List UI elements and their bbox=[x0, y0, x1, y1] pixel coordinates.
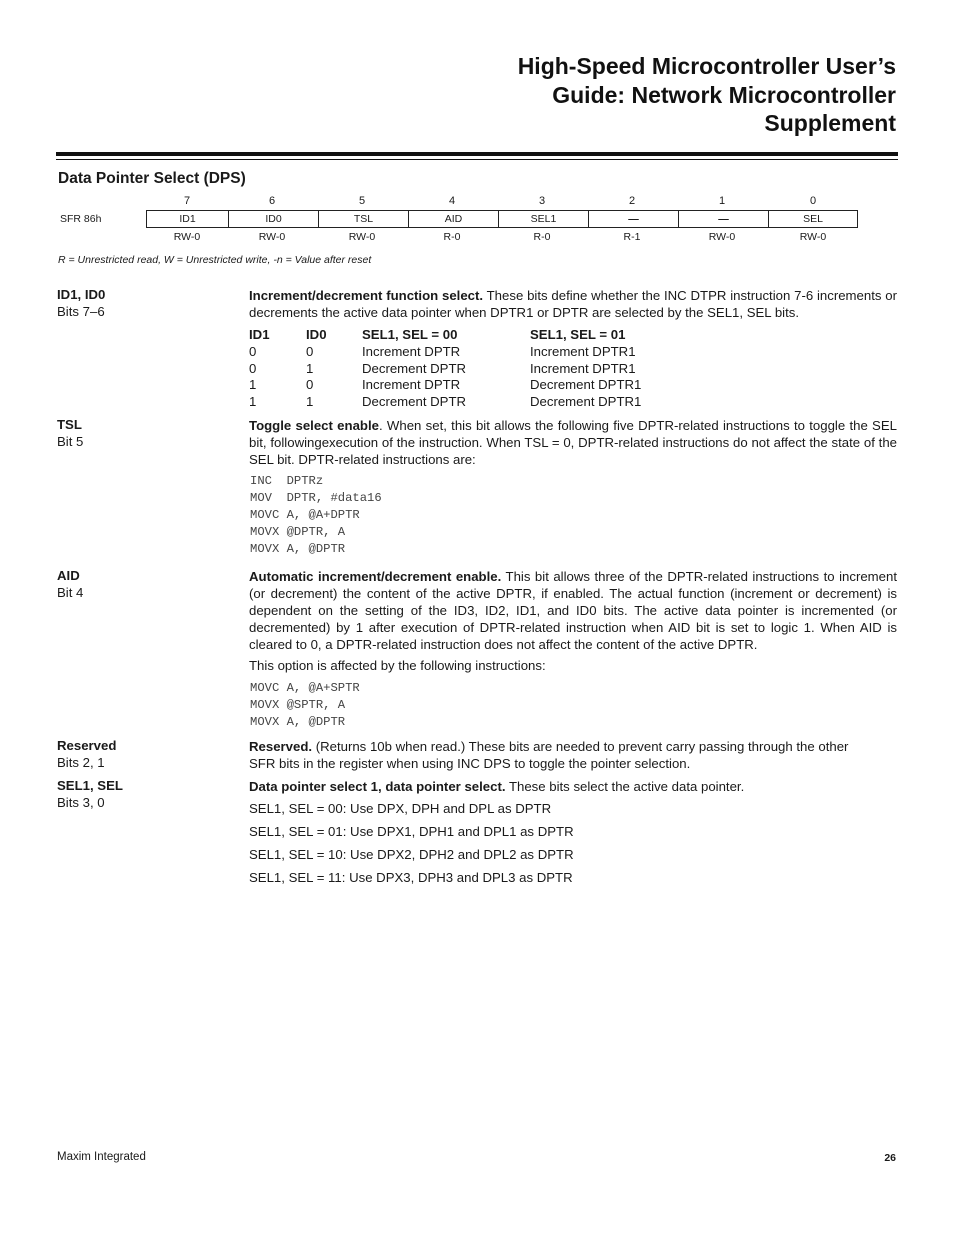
bit-field-aid: AID bbox=[409, 211, 499, 227]
sel-option: SEL1, SEL = 11: Use DPX3, DPH3 and DPL3 as DPTR bbox=[249, 870, 573, 885]
title-line-2: Guide: Network Microcontroller bbox=[552, 81, 896, 108]
field-name-id: ID1, ID0 bbox=[57, 287, 106, 302]
field-text-tsl: . When set, this bit allows the following five DPTR-related instructions to toggle the SEL bit, followingexecution of the instruction. When TSL = 0, DPTR-related instructions do not affect the state of the SEL bit. DPTR-related instructions are: bbox=[249, 418, 897, 467]
code-line: MOVX A, @DPTR bbox=[250, 542, 346, 556]
reset-value: R-0 bbox=[533, 231, 551, 243]
table-cell: 1 bbox=[249, 377, 257, 392]
field-bits-aid: Bit 4 bbox=[57, 585, 84, 600]
reset-value: RW-0 bbox=[348, 231, 376, 243]
bit-field-tsl: TSL bbox=[319, 211, 409, 227]
bit-number: 7 bbox=[183, 195, 191, 207]
table-cell: Increment DPTR bbox=[362, 377, 461, 392]
bit-number: 6 bbox=[268, 195, 276, 207]
header-rule-thick bbox=[56, 152, 898, 156]
sel-option: SEL1, SEL = 01: Use DPX1, DPH1 and DPL1 as DPTR bbox=[249, 824, 574, 839]
table-header: ID0 bbox=[306, 327, 327, 342]
bit-field-reserved: — bbox=[589, 211, 679, 227]
field-description-aid bbox=[249, 568, 897, 653]
code-line: MOVX @DPTR, A bbox=[250, 525, 346, 539]
field-bits-id: Bits 7–6 bbox=[57, 304, 105, 319]
bit-field-sel: SEL bbox=[803, 213, 823, 225]
field-name-sel: SEL1, SEL bbox=[57, 778, 123, 793]
register-legend: R = Unrestricted read, W = Unrestricted write, -n = Value after reset bbox=[58, 254, 372, 266]
sel-option: SEL1, SEL = 10: Use DPX2, DPH2 and DPL2 as DPTR bbox=[249, 847, 574, 862]
document-title bbox=[336, 52, 896, 138]
table-cell: 1 bbox=[249, 394, 257, 409]
footer-company: Maxim Integrated bbox=[57, 1151, 146, 1163]
reset-value: R-0 bbox=[443, 231, 461, 243]
table-cell: 0 bbox=[306, 344, 314, 359]
table-header: SEL1, SEL = 01 bbox=[530, 327, 626, 342]
field-text-aid: This bit allows three of the DPTR-related instructions to increment (or decrement) the content of the active DPTR, if enabled. The actual function (increment or decrement) is dependent on the setting of the ID3, ID2, ID1, and ID0 bits. The active data pointer is incremented (or decremented) by 1 after execution of DPTR-related instruction when AID bit is set to logic 1. When AID is cleared to 0, a DPTR-related instruction does not affect the content of the active DPTR. bbox=[249, 569, 897, 652]
reset-value: RW-0 bbox=[258, 231, 286, 243]
title-line-1: High-Speed Microcontroller User’s bbox=[517, 53, 896, 79]
bit-number: 3 bbox=[538, 195, 546, 207]
field-name-aid: AID bbox=[57, 568, 80, 583]
code-line: MOVC A, @A+SPTR bbox=[250, 681, 360, 695]
table-cell: Increment DPTR1 bbox=[530, 344, 636, 359]
bit-number: 5 bbox=[358, 195, 366, 207]
page-number: 26 bbox=[884, 1152, 896, 1164]
table-cell: Decrement DPTR bbox=[362, 361, 467, 376]
code-line: INC DPTRz bbox=[250, 474, 324, 488]
bit-number: 2 bbox=[628, 195, 636, 207]
code-line: MOVX A, @DPTR bbox=[250, 715, 346, 729]
table-cell: Decrement DPTR1 bbox=[530, 394, 642, 409]
bit-field-id0: ID0 bbox=[229, 211, 319, 227]
bit-number: 0 bbox=[809, 195, 817, 207]
field-name-reserved: Reserved bbox=[57, 738, 117, 753]
sel-option: SEL1, SEL = 00: Use DPX, DPH and DPL as DPTR bbox=[249, 801, 552, 816]
table-cell: Decrement DPTR bbox=[362, 394, 467, 409]
field-lead-tsl: Toggle select enable bbox=[249, 418, 379, 433]
title-line-3: Supplement bbox=[764, 110, 896, 136]
field-text-id: These bits define whether the INC DTPR instruction 7-6 increments or decrements the active data pointer when DPTR1 or DPTR are selected by the SEL1, SEL bits. bbox=[249, 288, 897, 320]
table-cell: 1 bbox=[306, 361, 314, 376]
field-description-sel bbox=[249, 778, 897, 795]
field-bits-reserved: Bits 2, 1 bbox=[57, 755, 105, 770]
field-description-reserved bbox=[249, 738, 869, 772]
field-lead-id: Increment/decrement function select. bbox=[249, 288, 484, 303]
register-bit-fields bbox=[146, 210, 858, 228]
bit-field-sel1: SEL1 bbox=[499, 211, 589, 227]
reset-value: R-1 bbox=[623, 231, 641, 243]
reset-value: RW-0 bbox=[799, 231, 827, 243]
field-note-aid: This option is affected by the following instructions: bbox=[249, 658, 546, 673]
code-line: MOVX @SPTR, A bbox=[250, 698, 346, 712]
field-lead-reserved: Reserved. bbox=[249, 739, 313, 754]
table-cell: Decrement DPTR1 bbox=[530, 377, 642, 392]
table-header: ID1 bbox=[249, 327, 270, 342]
table-cell: Increment DPTR bbox=[362, 344, 461, 359]
bit-field-id1: ID1 bbox=[147, 211, 229, 227]
code-line: MOVC A, @A+DPTR bbox=[250, 508, 360, 522]
reset-value: RW-0 bbox=[708, 231, 736, 243]
sfr-address: SFR 86h bbox=[60, 213, 102, 225]
field-description-id bbox=[249, 287, 897, 321]
table-cell: 0 bbox=[249, 344, 257, 359]
bit-number: 1 bbox=[718, 195, 726, 207]
field-description-tsl bbox=[249, 417, 897, 468]
code-line: MOV DPTR, #data16 bbox=[250, 491, 382, 505]
table-cell: 0 bbox=[306, 377, 314, 392]
header-rule-thin bbox=[56, 159, 898, 160]
table-cell: Increment DPTR1 bbox=[530, 361, 636, 376]
field-text-sel: These bits select the active data pointer. bbox=[505, 779, 745, 794]
table-cell: 1 bbox=[306, 394, 314, 409]
field-lead-sel: Data pointer select 1, data pointer select. bbox=[249, 779, 506, 794]
table-header: SEL1, SEL = 00 bbox=[362, 327, 458, 342]
section-title: Data Pointer Select (DPS) bbox=[58, 170, 246, 187]
field-bits-sel: Bits 3, 0 bbox=[57, 795, 105, 810]
reset-value: RW-0 bbox=[173, 231, 201, 243]
field-text-reserved: (Returns 10b when read.) These bits are needed to prevent carry passing through the other SFR bits in the register when using INC DPS to toggle the pointer selection. bbox=[249, 739, 849, 771]
field-lead-aid: Automatic increment/decrement enable. bbox=[249, 569, 502, 584]
table-cell: 0 bbox=[249, 361, 257, 376]
field-bits-tsl: Bit 5 bbox=[57, 434, 84, 449]
bit-field-reserved: — bbox=[679, 211, 769, 227]
bit-number: 4 bbox=[448, 195, 456, 207]
field-name-tsl: TSL bbox=[57, 417, 82, 432]
